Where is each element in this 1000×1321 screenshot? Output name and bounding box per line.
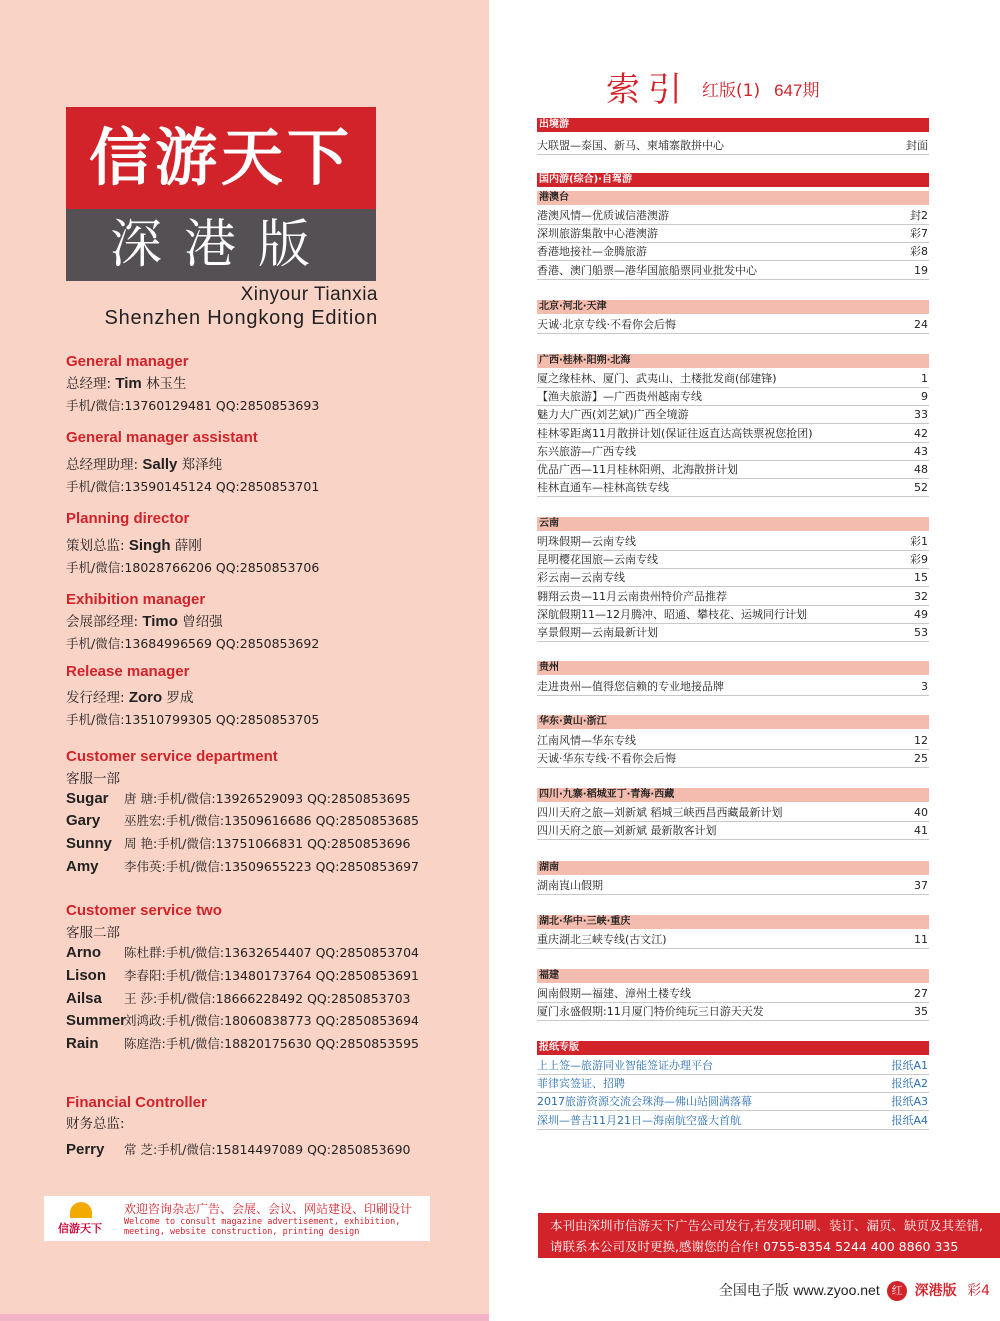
entry-title: 魅力大广西(刘艺斌)广西全境游: [537, 408, 689, 422]
index-entry: [537, 569, 929, 587]
index-entry: [537, 443, 929, 461]
footer-label: 全国电子版: [718, 1283, 789, 1299]
entry-page: 32: [914, 589, 928, 603]
entry-page: 彩9: [910, 553, 928, 567]
entry-page: 37: [914, 879, 928, 892]
index-entry: [537, 732, 929, 750]
entry-page: 报纸A3: [891, 1095, 928, 1109]
entry-page: 报纸A1: [891, 1059, 928, 1072]
entry-title: 四川天府之旅—刘新斌 最新散客计划: [537, 824, 717, 838]
cs-row: Ailsa 王 莎:手机/微信:18666228492 QQ:2850853703: [66, 990, 411, 1007]
entry-title: 闽南假期—福建、漳州土楼专线: [537, 987, 691, 1000]
index-entry: [537, 624, 929, 642]
staff-name-line: 总经理: Tim 林玉生: [66, 375, 187, 392]
entry-title: 天诚·华东专线·不看你会后悔: [537, 752, 676, 766]
entry-title: 享景假期—云南最新计划: [537, 626, 658, 639]
index-entry: [537, 1112, 929, 1130]
cs1-cn: 客服一部: [66, 771, 120, 787]
entry-page: 43: [914, 444, 928, 458]
index-entry: [537, 262, 929, 280]
staff-role: Planning director: [66, 510, 190, 527]
section-header: 出境游: [537, 118, 929, 132]
index-entry: [537, 1093, 929, 1111]
entry-page: 3: [921, 680, 928, 693]
index-entry: [537, 137, 929, 155]
index-entry: [537, 931, 929, 949]
entry-page: 封2: [910, 209, 928, 222]
entry-title: 湖南崀山假期: [537, 879, 603, 892]
entry-page: 35: [914, 1005, 928, 1019]
ad-text-cn: 欢迎咨询杂志广告、会展、会议、网站建设、印刷设计: [124, 1202, 413, 1216]
staff-role: Exhibition manager: [66, 591, 206, 608]
section-header: 国内游(综合)·自驾游: [537, 173, 929, 187]
index-entry: [537, 388, 929, 406]
entry-page: 彩8: [910, 245, 928, 259]
entry-title: 桂林直通车—桂林高铁专线: [537, 481, 669, 495]
entry-title: 菲律宾签证、招聘: [537, 1077, 625, 1091]
staff-name-line: 总经理助理: Sally 郑泽纯: [66, 456, 223, 473]
entry-title: 昆明樱花国旅—云南专线: [537, 553, 658, 567]
index-entry: [537, 461, 929, 479]
entry-page: 彩7: [910, 227, 928, 241]
page-number: 彩4: [967, 1283, 990, 1299]
index-entry: [537, 606, 929, 624]
entry-page: 48: [914, 463, 928, 476]
entry-page: 彩1: [910, 535, 928, 548]
section-subheader: 港澳台: [537, 191, 929, 205]
entry-title: 厦门永盛假期:11月厦门特价纯玩三日游天天发: [537, 1005, 764, 1019]
entry-page: 53: [914, 626, 928, 639]
index-entry: [537, 1057, 929, 1075]
entry-title: 深航假期11—12月腾冲、昭通、攀枝花、运城同行计划: [537, 607, 807, 621]
index-entry: [537, 225, 929, 243]
entry-page: 1: [921, 372, 928, 385]
entry-title: 走进贵州—值得您信赖的专业地接品牌: [537, 680, 724, 693]
notice-line: 本刊由深圳市信游天下广告公司发行,若发现印刷、装订、漏页、缺页及其差错,: [550, 1218, 983, 1233]
entry-page: 41: [914, 824, 928, 838]
entry-page: 12: [914, 734, 928, 747]
entry-page: 报纸A2: [891, 1077, 928, 1091]
cs-row: Perry 常 芝:手机/微信:15814497089 QQ:2850853690: [66, 1141, 411, 1158]
entry-title: 香港地接社—金腾旅游: [537, 245, 647, 259]
finance-cn: 财务总监:: [66, 1116, 125, 1132]
staff-name-line: 会展部经理: Timo 曾绍强: [66, 613, 223, 630]
footer-url[interactable]: www.zyoo.net: [793, 1282, 880, 1298]
entry-title: 大联盟—泰国、新马、柬埔寨散拼中心: [537, 139, 724, 152]
index-entry: [537, 985, 929, 1003]
cs-row: Sunny 周 艳:手机/微信:13751066831 QQ:2850853696: [66, 835, 411, 852]
entry-title: 明珠假期—云南专线: [537, 535, 636, 548]
section-subheader: 北京·河北·天津: [537, 300, 929, 314]
entry-page: 52: [914, 481, 928, 495]
staff-role: General manager assistant: [66, 429, 258, 446]
footer: [719, 1280, 990, 1301]
cs-row: Lison 李春阳:手机/微信:13480173764 QQ:2850853691: [66, 967, 420, 984]
index-entry: [537, 804, 929, 822]
index-entry: [537, 1075, 929, 1093]
section-subheader: 福建: [537, 969, 929, 983]
index-entry: [537, 822, 929, 840]
entry-title: 优品广西—11月桂林阳朔、北海散拼计划: [537, 463, 738, 476]
finance-role: Financial Controller: [66, 1094, 207, 1111]
index-entry: [537, 207, 929, 225]
bottom-strip: [0, 1314, 489, 1321]
entry-page: 19: [914, 263, 928, 277]
entry-title: 2017旅游资源交流会珠海—佛山站圆满落幕: [537, 1095, 752, 1109]
index-entry: [537, 533, 929, 551]
footer-edition: 深港版: [914, 1283, 957, 1299]
entry-page: 25: [914, 752, 928, 766]
entry-page: 11: [914, 933, 928, 946]
logo-edition: 深港版: [66, 209, 376, 281]
staff-phone: 手机/微信:13590145124 QQ:2850853701: [66, 479, 320, 494]
entry-title: 重庆湖北三峡专线(古文江): [537, 933, 667, 946]
index-entry: [537, 551, 929, 569]
entry-title: 深圳旅游集散中心港澳游: [537, 227, 658, 241]
entry-title: 桂林零距离11月散拼计划(保证往返直达高铁票祝您抢团): [537, 426, 813, 440]
section-subheader: 湖北·华中·三峡·重庆: [537, 915, 929, 929]
notice-box: [538, 1213, 1000, 1258]
cs-row: Gary 巫胜宏:手机/微信:13509616686 QQ:2850853685: [66, 812, 420, 829]
index-entry: [537, 678, 929, 696]
cs-row: Arno 陈杜群:手机/微信:13632654407 QQ:2850853704: [66, 944, 420, 961]
index-entry: [537, 316, 929, 334]
entry-page: 报纸A4: [891, 1113, 928, 1127]
index-subtitle: 红版(1) 647期: [702, 81, 820, 101]
entry-title: 东兴旅游—广西专线: [537, 444, 636, 458]
brand-logo-text: 信游天下: [58, 1222, 102, 1235]
entry-title: 深圳—普吉11月21日—海南航空盛大首航: [537, 1113, 741, 1127]
staff-phone: 手机/微信:13684996569 QQ:2850853692: [66, 636, 320, 651]
entry-page: 40: [914, 806, 928, 819]
staff-name-line: 发行经理: Zoro 罗成: [66, 689, 194, 706]
brand-logo: [48, 1200, 112, 1238]
entry-page: 49: [914, 607, 928, 621]
index-title: 索引: [606, 70, 690, 110]
entry-title: 厦之缘桂林、厦门、武夷山、土楼批发商(邰建锋): [537, 372, 777, 385]
index-entry: [537, 588, 929, 606]
index-entry: [537, 243, 929, 261]
staff-role: General manager: [66, 353, 189, 370]
cs2-role: Customer service two: [66, 902, 222, 919]
index-entry: [537, 406, 929, 424]
edition-badge: 红: [887, 1281, 907, 1301]
cs1-role: Customer service department: [66, 748, 278, 765]
index-entry: [537, 1003, 929, 1021]
index-entry: [537, 479, 929, 497]
logo-english-2: Shenzhen Hongkong Edition: [104, 307, 378, 329]
entry-page: 42: [914, 426, 928, 440]
entry-title: 香港、澳门船票—港华国旅船票同业批发中心: [537, 263, 757, 277]
cs-row: Rain 陈庭浩:手机/微信:18820175630 QQ:2850853595: [66, 1035, 420, 1052]
entry-title: 彩云南—云南专线: [537, 571, 625, 585]
sun-icon: [70, 1202, 92, 1218]
index-entry: [537, 750, 929, 768]
staff-name-line: 策划总监: Singh 薛刚: [66, 537, 202, 554]
entry-title: 天诚·北京专线·不看你会后悔: [537, 318, 676, 331]
entry-title: 【渔夫旅游】—广西贵州越南专线: [537, 390, 702, 404]
section-subheader: 云南: [537, 517, 929, 531]
section-subheader: 华东·黄山·浙江: [537, 715, 929, 729]
staff-phone: 手机/微信:13760129481 QQ:2850853693: [66, 398, 320, 413]
logo-english-1: Xinyour Tianxia: [240, 284, 378, 305]
entry-page: 24: [914, 318, 928, 331]
cs-row: Sugar 唐 瑭:手机/微信:13926529093 QQ:2850853695: [66, 790, 411, 807]
logo-title: 信游天下: [66, 107, 376, 209]
entry-page: 9: [921, 390, 928, 404]
ad-text-en: Welcome to consult magazine advertisement, exhibition, meeting, website construction, printing design: [124, 1217, 401, 1237]
ad-box: [44, 1196, 430, 1241]
notice-line: 请联系本公司及时更换,感谢您的合作! 0755-8354 5244 400 8860 335: [550, 1239, 959, 1254]
section-header: 报纸专版: [537, 1041, 929, 1055]
index-entry: [537, 425, 929, 443]
cs2-cn: 客服二部: [66, 925, 120, 941]
entry-page: 27: [914, 987, 928, 1000]
staff-phone: 手机/微信:18028766206 QQ:2850853706: [66, 560, 320, 575]
index-entry: [537, 370, 929, 388]
index-entry: [537, 877, 929, 895]
staff-phone: 手机/微信:13510799305 QQ:2850853705: [66, 712, 320, 727]
section-subheader: 湖南: [537, 861, 929, 875]
entry-title: 上上签—旅游同业智能签证办理平台: [537, 1059, 713, 1072]
entry-page: 33: [914, 408, 928, 422]
cs-row: Amy 李伟英:手机/微信:13509655223 QQ:2850853697: [66, 858, 420, 875]
staff-role: Release manager: [66, 663, 190, 680]
section-subheader: 贵州: [537, 661, 929, 675]
section-subheader: 广西·桂林·阳朔·北海: [537, 354, 929, 368]
entry-title: 四川天府之旅—刘新斌 稻城三峡西昌西藏最新计划: [537, 806, 783, 819]
entry-title: 港澳风情—优质诚信港澳游: [537, 209, 669, 222]
entry-title: 江南风情—华东专线: [537, 734, 636, 747]
entry-page: 封面: [906, 139, 928, 152]
entry-title: 翱翔云贵—11月云南贵州特价产品推荐: [537, 589, 727, 603]
cs-row: Summer刘鸿政:手机/微信:18060838773 QQ:2850853694: [66, 1012, 420, 1029]
section-subheader: 四川·九寨·稻城亚丁·青海·西藏: [537, 788, 929, 802]
entry-page: 15: [914, 571, 928, 585]
